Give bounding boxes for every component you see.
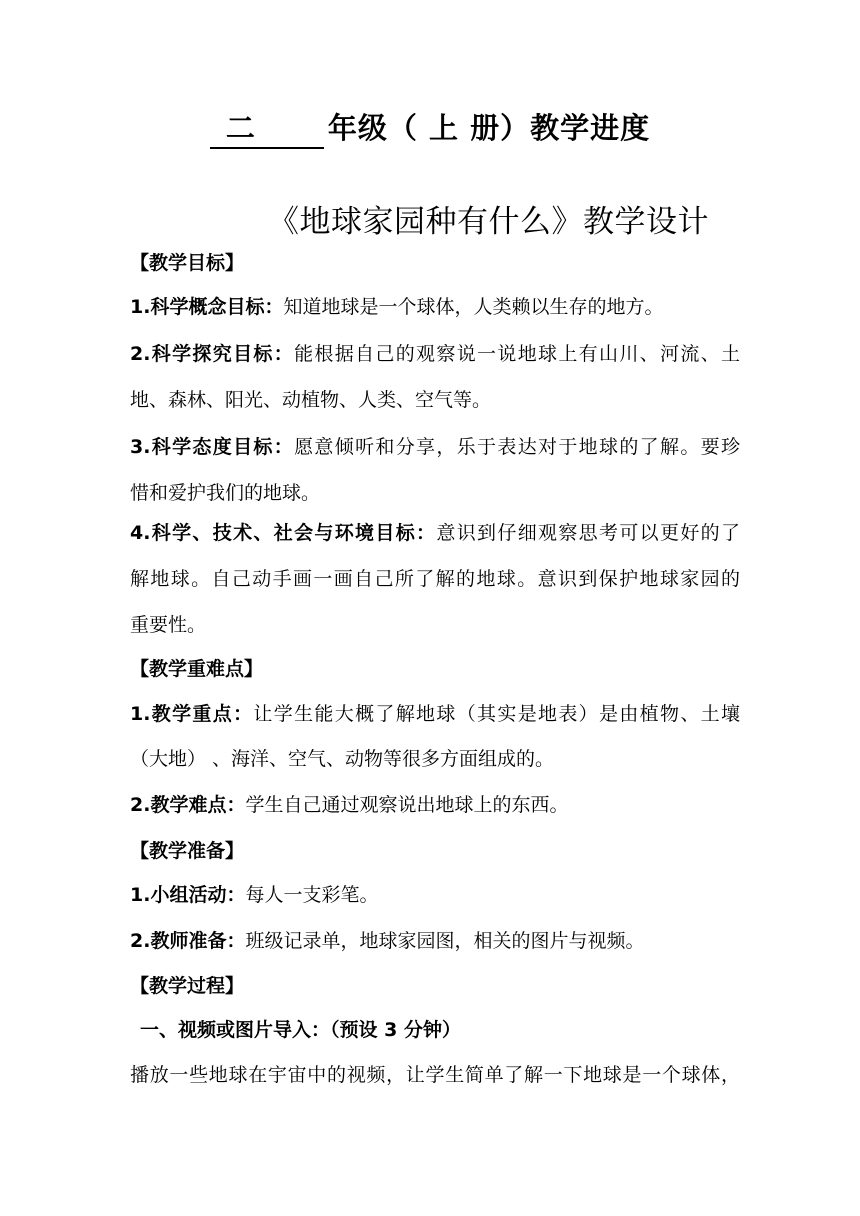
objective-item-continuation: 地、森林、阳光、动植物、人类、空气等。 bbox=[130, 389, 492, 411]
objective-item: 2.科学探究目标：能根据自己的观察说一说地球上有山川、河流、土 bbox=[130, 343, 740, 365]
objectives-heading: 【教学目标】 bbox=[130, 252, 245, 274]
preparation-heading: 【教学准备】 bbox=[130, 840, 245, 862]
objective-item-continuation: 重要性。 bbox=[130, 614, 207, 636]
process-step-heading: 一、视频或图片导入：（预设 3 分钟） bbox=[140, 1019, 461, 1041]
document-title bbox=[0, 106, 860, 149]
key-point-continuation: （大地） 、海洋、空气、动物等很多方面组成的。 bbox=[130, 748, 555, 770]
grade-field: 二 bbox=[210, 106, 324, 149]
key-points-heading: 【教学重难点】 bbox=[130, 658, 264, 680]
objective-item-continuation: 解地球。自己动手画一画自己所了解的地球。意识到保护地球家园的 bbox=[130, 568, 740, 590]
objective-item: 4.科学、技术、社会与环境目标：意识到仔细观察思考可以更好的了 bbox=[130, 522, 740, 544]
title-text: 年级（ 上 册）教学进度 bbox=[327, 111, 651, 145]
lesson-title: 《地球家园种有什么》教学设计 bbox=[268, 204, 709, 240]
preparation-item: 2.教师准备：班级记录单，地球家园图，相关的图片与视频。 bbox=[130, 930, 645, 952]
key-point-item: 2.教学难点：学生自己通过观察说出地球上的东西。 bbox=[130, 794, 569, 816]
objective-item: 1.科学概念目标：知道地球是一个球体，人类赖以生存的地方。 bbox=[130, 296, 664, 318]
preparation-item: 1.小组活动：每人一支彩笔。 bbox=[130, 884, 379, 906]
process-text: 播放一些地球在宇宙中的视频，让学生简单了解一下地球是一个球体， bbox=[130, 1064, 740, 1086]
process-heading: 【教学过程】 bbox=[130, 975, 245, 997]
objective-item: 3.科学态度目标：愿意倾听和分享，乐于表达对于地球的了解。要珍 bbox=[130, 436, 740, 458]
key-point-item: 1.教学重点：让学生能大概了解地球（其实是地表）是由植物、土壤 bbox=[130, 703, 740, 725]
objective-item-continuation: 惜和爱护我们的地球。 bbox=[130, 482, 321, 504]
